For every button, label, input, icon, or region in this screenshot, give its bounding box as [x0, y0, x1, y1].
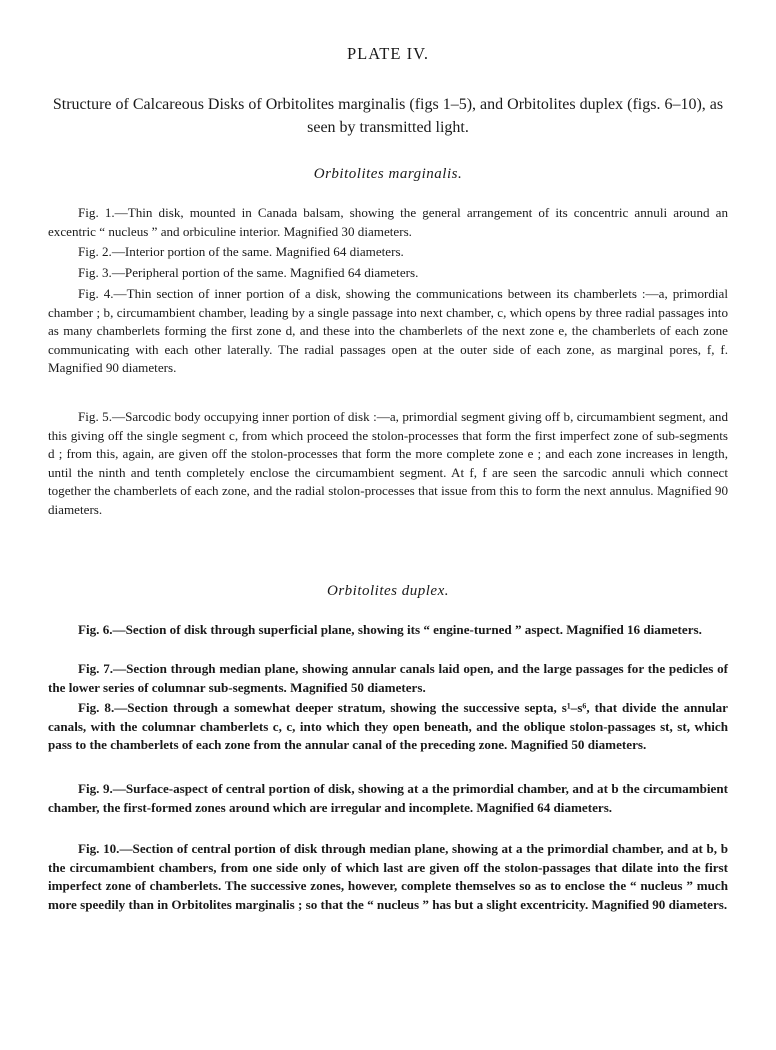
figure-caption-7: Fig. 7.—Section through median plane, showing annular canals laid open, and the large passages for the pedicles of the lower series of columnar sub-segments. Magnified 50 diameters. — [48, 661, 728, 695]
figure-caption-5: Fig. 5.—Sarcodic body occupying inner portion of disk :—a, primordial segment giving off b, circumambient segment, and this giving off the single segment c, from which proceed the stolon-processes that form the first imperfect zone of sub-segments d ; from this, again, are given off the stolon-processes that form the more complete zone e ; and each zone increases in length, until the ninth and tenth completely enclose the circumambient segment. At f, f are seen the sarcodic annuli which connect together the chamberlets of each zone, and the radial stolon-processes that issue from this to form the next annulus. Magnified 90 diameters. — [48, 409, 728, 517]
section-title-duplex: Orbitolites duplex. — [327, 583, 449, 599]
figure-caption-1: Fig. 1.—Thin disk, mounted in Canada balsam, showing the general arrangement of its concentric annuli around an excentric “ nucleus ” and orbiculine interior. Magnified 30 diameters. — [48, 205, 728, 239]
plate-title: PLATE IV. — [346, 44, 430, 63]
section-title-marginalis: Orbitolites marginalis. — [313, 166, 463, 182]
plate-heading: Structure of Calcareous Disks of Orbitolites marginalis (figs 1–5), and Orbitolites duplex (figs. 6–10), as seen by transmitted light. — [52, 96, 724, 136]
figure-caption-9: Fig. 9.—Surface-aspect of central portion of disk, showing at a the primordial chamber, and at b the circumambient chamber, the first-formed zones around which are irregular and incomplete. Magnified 64 diameters. — [48, 781, 728, 815]
figure-caption-3: Fig. 3.—Peripheral portion of the same. Magnified 64 diameters. — [78, 265, 419, 280]
figure-caption-6: Fig. 6.—Section of disk through superficial plane, showing its “ engine-turned ” aspect. Magnified 16 diameters. — [78, 622, 702, 637]
figure-caption-2: Fig. 2.—Interior portion of the same. Magnified 64 diameters. — [78, 244, 404, 259]
figure-caption-8: Fig. 8.—Section through a somewhat deeper stratum, showing the successive septa, s¹–s⁶, that divide the annular canals, with the columnar chamberlets c, c, into which they open beneath, and the oblique stolon-passages st, st, which pass to the chamberlets of each zone from the annular canal of the preceding zone. Magnified 50 diameters. — [48, 700, 728, 753]
figure-caption-10: Fig. 10.—Section of central portion of disk through median plane, showing at a the primordial chamber, and at b, b the circumambient chambers, from one side only of which last are given off the stolon-passages that dilate into the first imperfect zone of chamberlets. The successive zones, however, complete themselves so as to enclose the “ nucleus ” much more speedily than in Orbitolites marginalis ; so that the “ nucleus ” has but a slight excentricity. Magnified 90 diameters. — [48, 841, 728, 912]
figure-caption-4: Fig. 4.—Thin section of inner portion of a disk, showing the communications between its chamberlets :—a, primordial chamber ; b, circumambient chamber, leading by a single passage into next chamber, c, which opens by three radial passages into as many chamberlets forming the first zone d, and these into the chamberlets of the next zone e, the chamberlets of each zone communicating with each other laterally. The radial passages open at the outer side of each zone, as marginal pores, f, f. Magnified 90 diameters. — [48, 286, 728, 376]
